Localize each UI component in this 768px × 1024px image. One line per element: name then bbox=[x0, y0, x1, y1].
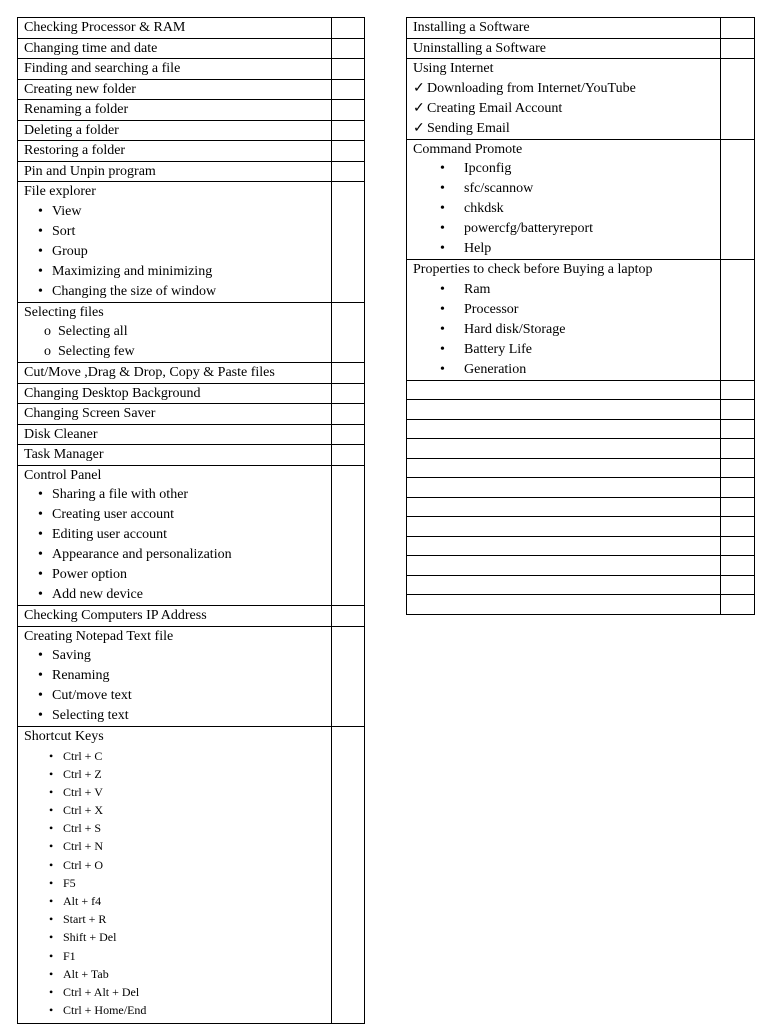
topic-label: Restoring a folder bbox=[24, 143, 126, 158]
check-cell[interactable] bbox=[332, 363, 365, 384]
bullet-icon: • bbox=[49, 894, 54, 908]
empty-topic-cell[interactable] bbox=[407, 380, 721, 400]
bullet-icon: • bbox=[440, 181, 445, 196]
bullet-icon: • bbox=[38, 688, 43, 703]
list-item: • Ctrl + Z bbox=[24, 765, 331, 783]
check-cell[interactable] bbox=[721, 380, 755, 400]
topic-cell bbox=[18, 424, 332, 445]
empty-topic-cell[interactable] bbox=[407, 497, 721, 517]
table-row bbox=[18, 18, 365, 39]
topic-label: Disk Cleaner bbox=[24, 426, 98, 442]
table-row bbox=[407, 38, 755, 59]
empty-topic-cell[interactable] bbox=[407, 400, 721, 420]
topic-cell bbox=[18, 120, 332, 141]
bullet-icon: • bbox=[440, 361, 445, 377]
list-item: ✓ Sending Email bbox=[413, 119, 720, 139]
check-cell[interactable] bbox=[721, 595, 755, 615]
check-icon: ✓ bbox=[413, 80, 425, 96]
topic-label: Installing a Software bbox=[413, 20, 530, 35]
topic-cell bbox=[18, 182, 332, 303]
topic-cell bbox=[18, 302, 332, 363]
bullet-icon: • bbox=[38, 527, 43, 542]
list-item: • Add new device bbox=[24, 585, 331, 605]
bullet-icon: • bbox=[440, 301, 445, 317]
topic-label: Creating Notepad Text file bbox=[24, 628, 174, 644]
empty-topic-cell[interactable] bbox=[407, 458, 721, 478]
table-row bbox=[18, 363, 365, 384]
check-cell[interactable] bbox=[721, 439, 755, 459]
table-row bbox=[18, 120, 365, 141]
check-cell[interactable] bbox=[332, 424, 365, 445]
bullet-icon: • bbox=[38, 547, 43, 562]
bullet-icon: • bbox=[38, 263, 43, 279]
list-item: • powercfg/batteryreport bbox=[413, 219, 720, 239]
bullet-icon: • bbox=[440, 241, 445, 256]
list-item: • Ipconfig bbox=[413, 159, 720, 179]
check-cell[interactable] bbox=[721, 419, 755, 439]
topic-label: Pin and Unpin program bbox=[24, 163, 156, 179]
empty-topic-cell[interactable] bbox=[407, 478, 721, 498]
check-cell[interactable] bbox=[332, 38, 365, 59]
empty-row bbox=[407, 458, 755, 478]
empty-row bbox=[407, 400, 755, 420]
list-item: • Renaming bbox=[24, 666, 331, 686]
list-item: • Creating user account bbox=[24, 505, 331, 525]
table-row bbox=[18, 424, 365, 445]
empty-row bbox=[407, 439, 755, 459]
list-item: ✓ Downloading from Internet/YouTube bbox=[413, 79, 720, 99]
list-item: • Power option bbox=[24, 565, 331, 585]
table-row bbox=[18, 100, 365, 121]
topic-cell bbox=[407, 59, 721, 140]
topic-label: Finding and searching a file bbox=[24, 61, 181, 76]
bullet-icon: • bbox=[49, 839, 54, 854]
list-item: • Appearance and personalization bbox=[24, 545, 331, 565]
empty-topic-cell[interactable] bbox=[407, 595, 721, 615]
list-item: • Changing the size of window bbox=[24, 282, 331, 302]
list-item: • Maximizing and minimizing bbox=[24, 262, 331, 282]
topic-label: Control Panel bbox=[24, 467, 102, 483]
check-cell[interactable] bbox=[721, 575, 755, 595]
empty-topic-cell[interactable] bbox=[407, 439, 721, 459]
list-item: o Selecting few bbox=[24, 342, 331, 362]
list-item: • Ctrl + N bbox=[24, 837, 331, 855]
bullet-icon: • bbox=[440, 341, 445, 357]
list-item: • chkdsk bbox=[413, 199, 720, 219]
table-row bbox=[18, 79, 365, 100]
topic-cell bbox=[18, 404, 332, 425]
bullet-icon: • bbox=[49, 948, 54, 963]
empty-row bbox=[407, 595, 755, 615]
topic-cell bbox=[407, 38, 721, 59]
check-cell[interactable] bbox=[721, 536, 755, 556]
bullet-icon: • bbox=[38, 708, 43, 723]
check-cell[interactable] bbox=[332, 465, 365, 606]
topic-label: Creating new folder bbox=[24, 81, 136, 97]
check-cell[interactable] bbox=[332, 606, 365, 627]
topic-label: Properties to check before Buying a laptop bbox=[413, 262, 653, 277]
bullet-icon: • bbox=[49, 748, 54, 763]
bullet-icon: • bbox=[38, 223, 43, 239]
list-item: • Hard disk/Storage bbox=[413, 320, 720, 340]
list-item: • Help bbox=[413, 239, 720, 259]
list-item: o Selecting all bbox=[24, 322, 331, 342]
check-cell[interactable] bbox=[721, 18, 755, 39]
check-cell[interactable] bbox=[332, 727, 365, 1024]
bullet-icon: • bbox=[440, 221, 445, 236]
list-item: • Ctrl + X bbox=[24, 801, 331, 819]
topic-cell bbox=[18, 161, 332, 182]
list-item: • Alt + f4 bbox=[24, 892, 331, 910]
list-item: • Cut/move text bbox=[24, 686, 331, 706]
check-cell[interactable] bbox=[721, 556, 755, 576]
check-cell[interactable] bbox=[332, 79, 365, 100]
list-item: • Start + R bbox=[24, 910, 331, 928]
table-row bbox=[18, 161, 365, 182]
check-cell[interactable] bbox=[721, 517, 755, 537]
topic-label: Changing Desktop Background bbox=[24, 385, 201, 401]
topic-label: Renaming a folder bbox=[24, 102, 129, 117]
bullet-icon: • bbox=[38, 487, 43, 502]
bullet-icon: • bbox=[49, 857, 54, 872]
list-item: • sfc/scannow bbox=[413, 179, 720, 199]
empty-topic-cell[interactable] bbox=[407, 575, 721, 595]
table-row bbox=[18, 727, 365, 1024]
check-cell[interactable] bbox=[721, 38, 755, 59]
table-row bbox=[18, 302, 365, 363]
bullet-icon: • bbox=[440, 321, 445, 337]
bullet-icon: • bbox=[38, 567, 43, 582]
empty-topic-cell[interactable] bbox=[407, 536, 721, 556]
topic-label: Using Internet bbox=[413, 61, 494, 76]
table-row bbox=[407, 139, 755, 260]
topic-label: Checking Computers IP Address bbox=[24, 608, 207, 623]
check-cell[interactable] bbox=[332, 182, 365, 303]
check-cell[interactable] bbox=[721, 139, 755, 260]
list-item: ✓ Creating Email Account bbox=[413, 99, 720, 119]
topic-label: Task Manager bbox=[24, 447, 104, 462]
table-row bbox=[18, 465, 365, 606]
table-row bbox=[18, 38, 365, 59]
topic-label: Shortcut Keys bbox=[24, 729, 104, 744]
empty-topic-cell[interactable] bbox=[407, 556, 721, 576]
table-row bbox=[18, 626, 365, 727]
table-row bbox=[18, 59, 365, 80]
table-row bbox=[18, 606, 365, 627]
check-cell[interactable] bbox=[332, 302, 365, 363]
list-item: • Ctrl + S bbox=[24, 819, 331, 837]
bullet-icon: • bbox=[38, 243, 43, 259]
list-item: • Sharing a file with other bbox=[24, 485, 331, 505]
check-icon: ✓ bbox=[413, 100, 425, 116]
empty-row bbox=[407, 497, 755, 517]
topic-label: Changing time and date bbox=[24, 40, 158, 56]
empty-topic-cell[interactable] bbox=[407, 419, 721, 439]
topic-cell bbox=[18, 383, 332, 404]
topic-cell bbox=[407, 139, 721, 260]
topic-cell bbox=[18, 445, 332, 466]
table-row bbox=[18, 404, 365, 425]
check-cell[interactable] bbox=[332, 626, 365, 727]
check-cell[interactable] bbox=[332, 161, 365, 182]
empty-row bbox=[407, 419, 755, 439]
list-item: • Sort bbox=[24, 222, 331, 242]
empty-topic-cell[interactable] bbox=[407, 517, 721, 537]
list-item: • Selecting text bbox=[24, 706, 331, 726]
check-cell[interactable] bbox=[721, 59, 755, 140]
topic-cell bbox=[18, 59, 332, 80]
list-item: • Group bbox=[24, 242, 331, 262]
topic-cell bbox=[18, 38, 332, 59]
empty-row bbox=[407, 556, 755, 576]
list-item: • Battery Life bbox=[413, 340, 720, 360]
list-item: • F1 bbox=[24, 947, 331, 965]
bullet-icon: • bbox=[49, 766, 54, 781]
table-row bbox=[407, 18, 755, 39]
topic-cell bbox=[18, 626, 332, 727]
topic-cell bbox=[18, 465, 332, 606]
bullet-icon: • bbox=[38, 648, 43, 663]
table-row bbox=[18, 445, 365, 466]
bullet-icon: • bbox=[49, 930, 54, 945]
check-cell[interactable] bbox=[332, 383, 365, 404]
topic-label: Changing Screen Saver bbox=[24, 406, 156, 421]
topic-cell bbox=[18, 141, 332, 162]
topic-cell bbox=[18, 727, 332, 1024]
circle-bullet-icon: o bbox=[44, 324, 51, 339]
left-checklist-table bbox=[17, 17, 365, 1024]
table-row bbox=[407, 260, 755, 381]
topic-cell bbox=[407, 260, 721, 381]
list-item: • Shift + Del bbox=[24, 928, 331, 946]
bullet-icon: • bbox=[49, 803, 54, 818]
list-item: • Generation bbox=[413, 360, 720, 380]
check-cell[interactable] bbox=[332, 59, 365, 80]
check-cell[interactable] bbox=[721, 400, 755, 420]
topic-cell bbox=[18, 79, 332, 100]
topic-cell bbox=[18, 18, 332, 39]
list-item: • View bbox=[24, 202, 331, 222]
bullet-icon: • bbox=[440, 281, 445, 297]
bullet-icon: • bbox=[38, 587, 43, 602]
topic-label: Command Promote bbox=[413, 141, 523, 157]
check-cell[interactable] bbox=[332, 445, 365, 466]
check-cell[interactable] bbox=[721, 458, 755, 478]
check-cell[interactable] bbox=[721, 497, 755, 517]
list-item: • Saving bbox=[24, 646, 331, 666]
list-item: • Ctrl + Home/End bbox=[24, 1001, 331, 1019]
bullet-icon: • bbox=[49, 912, 54, 927]
bullet-icon: • bbox=[440, 201, 445, 216]
table-row bbox=[407, 59, 755, 140]
list-item: • Ctrl + O bbox=[24, 856, 331, 874]
list-item: • F5 bbox=[24, 874, 331, 892]
topic-cell bbox=[18, 363, 332, 384]
check-cell[interactable] bbox=[332, 141, 365, 162]
list-item: • Alt + Tab bbox=[24, 965, 331, 983]
list-item: • Editing user account bbox=[24, 525, 331, 545]
list-item: • Ram bbox=[413, 280, 720, 300]
list-item: • Ctrl + Alt + Del bbox=[24, 983, 331, 1001]
table-row bbox=[18, 182, 365, 303]
bullet-icon: • bbox=[49, 966, 54, 981]
list-item: • Ctrl + V bbox=[24, 783, 331, 801]
empty-row bbox=[407, 380, 755, 400]
empty-row bbox=[407, 478, 755, 498]
bullet-icon: • bbox=[49, 1003, 54, 1018]
check-cell[interactable] bbox=[721, 260, 755, 381]
topic-label: Uninstalling a Software bbox=[413, 40, 546, 56]
topic-label: Selecting files bbox=[24, 304, 104, 320]
check-cell[interactable] bbox=[332, 404, 365, 425]
topic-label: File explorer bbox=[24, 184, 96, 199]
list-item: • Ctrl + C bbox=[24, 747, 331, 765]
bullet-icon: • bbox=[440, 161, 445, 176]
circle-bullet-icon: o bbox=[44, 344, 51, 359]
topic-cell bbox=[18, 100, 332, 121]
topic-label: Cut/Move ,Drag & Drop, Copy & Paste files bbox=[24, 365, 275, 380]
check-cell[interactable] bbox=[332, 18, 365, 39]
topic-cell bbox=[18, 606, 332, 627]
bullet-icon: • bbox=[49, 875, 54, 890]
bullet-icon: • bbox=[49, 984, 54, 999]
empty-row bbox=[407, 575, 755, 595]
check-cell[interactable] bbox=[721, 478, 755, 498]
bullet-icon: • bbox=[38, 203, 43, 219]
topic-label: Checking Processor & RAM bbox=[24, 20, 186, 35]
check-cell[interactable] bbox=[332, 120, 365, 141]
table-row bbox=[18, 141, 365, 162]
topic-cell bbox=[407, 18, 721, 39]
right-checklist-table bbox=[406, 17, 755, 615]
bullet-icon: • bbox=[49, 821, 54, 836]
check-cell[interactable] bbox=[332, 100, 365, 121]
bullet-icon: • bbox=[49, 784, 54, 799]
bullet-icon: • bbox=[38, 283, 43, 299]
bullet-icon: • bbox=[38, 507, 43, 522]
empty-row bbox=[407, 536, 755, 556]
list-item: • Processor bbox=[413, 300, 720, 320]
bullet-icon: • bbox=[38, 668, 43, 683]
topic-label: Deleting a folder bbox=[24, 122, 119, 138]
empty-row bbox=[407, 517, 755, 537]
check-icon: ✓ bbox=[413, 120, 425, 136]
table-row bbox=[18, 383, 365, 404]
